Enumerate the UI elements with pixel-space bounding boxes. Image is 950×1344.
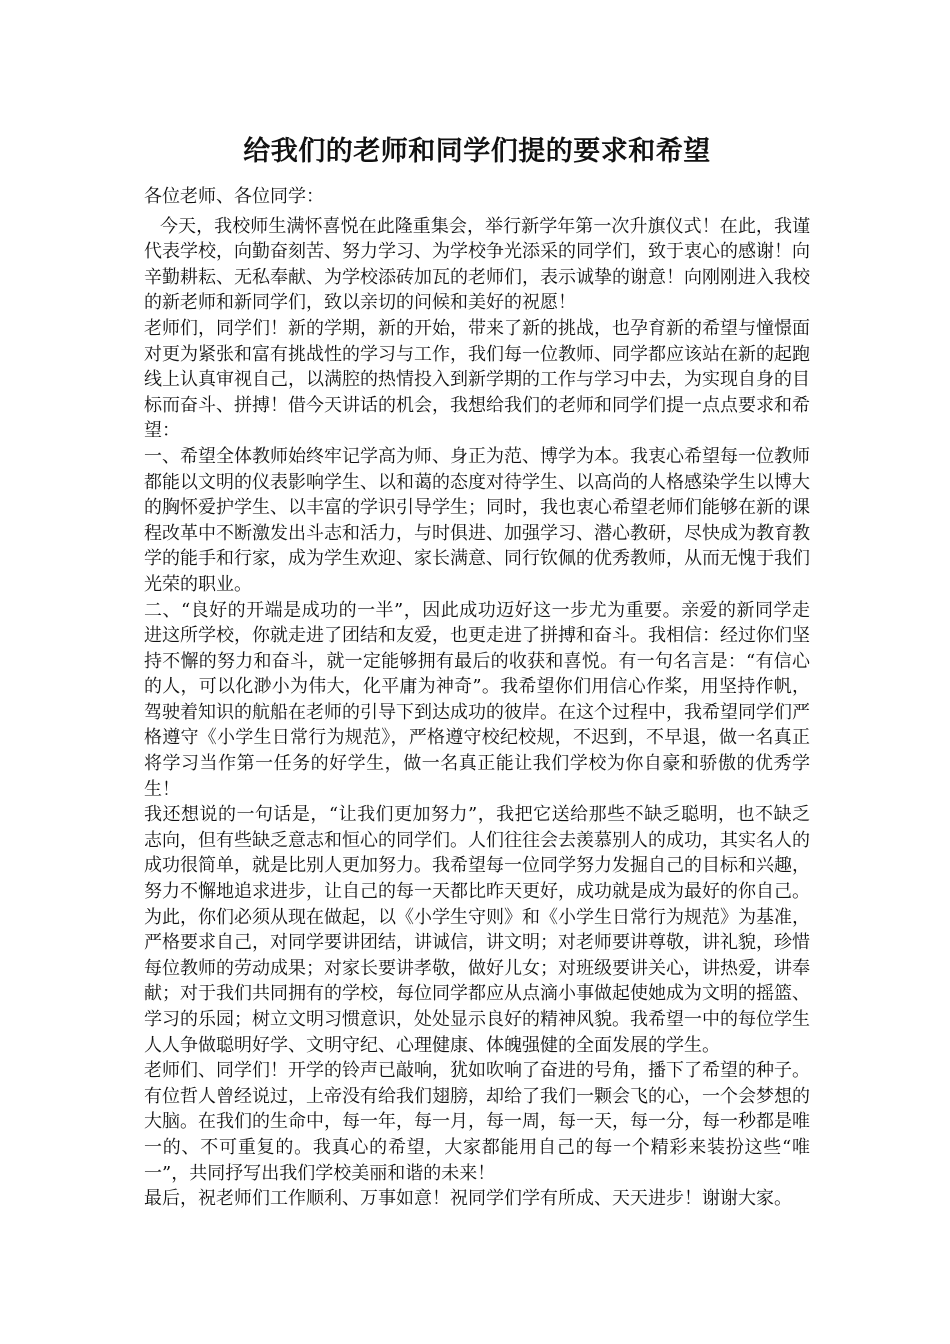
document-title: 给我们的老师和同学们提的要求和希望 [243,136,711,167]
paragraph-new-semester: 老师们，同学们！新的学期，新的开始，带来了新的挑战，也孕育新的希望与憧憬面对更为紧张和富有挑战性的学习与工作，我们每一位教师、同学都应该站在新的起跑线上认真审视自己，以满腔的热情投入到新学期的工作与学习中去，为实现自身的目标而奋斗、拼搏！借今天讲话的机会，我想给我们的老师和同学们提一点点要求和希望： [144,317,810,442]
paragraph-work-harder: 我还想说的一句话是，“让我们更加努力”，我把它送给那些不缺乏聪明，也不缺乏志向，但有些缺乏意志和恒心的同学们。人们往往会去羡慕别人的成功，其实名人的成功很简单，就是比别人更加努力。我希望每一位同学努力发掘自己的目标和兴趣，努力不懈地追求进步，让自己的每一天都比昨天更好，成功就是成为最好的你自己。为此，你们必须从现在做起，以《小学生守则》和《小学生日常行为规范》为基准，严格要求自己，对同学要讲团结，讲诚信，讲文明；对老师要讲尊敬，讲礼貌，珍惜每位教师的劳动成果；对家长要讲孝敬，做好儿女；对班级要讲关心，讲热爱，讲奉献；对于我们共同拥有的学校，每位同学都应从点滴小事做起使她成为文明的摇篮、学习的乐园；树立文明习惯意识，处处显示良好的精神风貌。我希望一中的每位学生人人争做聪明好学、文明守纪、心理健康、体魄强健的全面发展的学生。 [144,804,810,1056]
document-body [144,132,810,1212]
salutation: 各位老师、各位同学： [144,186,324,207]
paragraph-students-hope: 二、“良好的开端是成功的一半”，因此成功迈好这一步尤为重要。亲爱的新同学走进这所学校，你就走进了团结和友爱，也更走进了拼搏和奋斗。我相信：经过你们坚持不懈的努力和奋斗，就一定能够拥有最后的收获和喜悦。有一句名言是：“有信心的人，可以化渺小为伟大，化平庸为神奇”。我希望你们用信心作桨，用坚持作帆，驾驶着知识的航船在老师的引导下到达成功的彼岸。在这个过程中，我希望同学们严格遵守《小学生日常行为规范》，严格遵守校纪校规，不迟到，不早退，做一名真正将学习当作第一任务的好学生，做一名真正能让我们学校为你自豪和骄傲的优秀学生！ [144,599,810,800]
paragraph-closing-remarks: 老师们、同学们！开学的铃声已敲响，犹如吹响了奋进的号角，播下了希望的种子。有位哲人曾经说过，上帝没有给我们翅膀，却给了我们一颗会飞的心，一个会梦想的大脑。在我们的生命中，每一年，每一月，每一周，每一天，每一分，每一秒都是唯一的、不可重复的。我真心的希望，大家都能用自己的每一个精彩来装扮这些“唯一”，共同抒写出我们学校美丽和谐的未来！ [144,1060,810,1184]
paragraph-teachers-hope: 一、希望全体教师始终牢记学高为师、身正为范、博学为本。我衷心希望每一位教师都能以文明的仪表影响学生、以和蔼的态度对待学生、以高尚的人格感染学生以博大的胸怀爱护学生、以丰富的学识引导学生；同时，我也衷心希望老师们能够在新的课程改革中不断激发出斗志和活力，与时俱进、加强学习、潜心教研，尽快成为教育教学的能手和行家，成为学生欢迎、家长满意、同行钦佩的优秀教师，从而无愧于我们光荣的职业。 [144,445,810,595]
paragraph-final-wishes: 最后，祝老师们工作顺利、万事如意！祝同学们学有所成、天天进步！谢谢大家。 [144,1188,792,1210]
paragraph-opening: 今天，我校师生满怀喜悦在此隆重集会，举行新学年第一次升旗仪式！在此，我谨代表学校，向勤奋刻苦、努力学习、为学校争光添采的同学们，致于衷心的感谢！向辛勤耕耘、无私奉献、为学校添砖加瓦的老师们，表示诚挚的谢意！向刚刚进入我校的新老师和新同学们，致以亲切的问候和美好的祝愿！ [144,215,810,314]
